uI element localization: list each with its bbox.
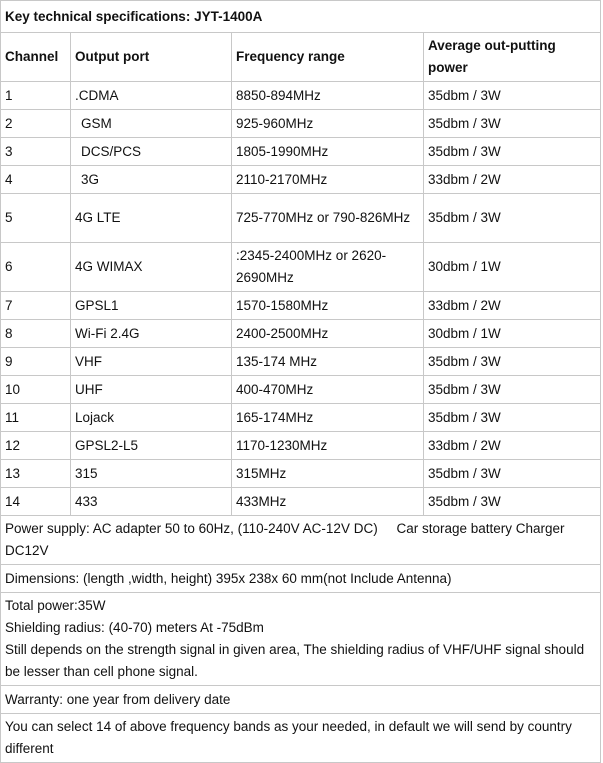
channel-cell: 9 [1,348,71,376]
frequency-cell: 433MHz [232,488,424,516]
table-row [1,460,601,488]
power-cell: 35dbm / 3W [424,110,601,138]
table-row [1,110,601,138]
header-output-port: Output port [71,33,232,82]
frequency-cell: 400-470MHz [232,376,424,404]
power-cell: 35dbm / 3W [424,348,601,376]
table-row [1,376,601,404]
output-port-cell: VHF [71,348,232,376]
output-port-cell: 315 [71,460,232,488]
table-title: Key technical specifications: JYT-1400A [1,1,601,33]
frequency-cell: 1170-1230MHz [232,432,424,460]
frequency-cell: 1570-1580MHz [232,292,424,320]
output-port-cell: GPSL2-L5 [71,432,232,460]
shielding-row [1,593,601,686]
selection-row [1,714,601,763]
frequency-cell: 8850-894MHz [232,82,424,110]
channel-cell: 13 [1,460,71,488]
table-row [1,194,601,243]
table-row [1,432,601,460]
power-cell: 33dbm / 2W [424,432,601,460]
channel-cell: 4 [1,166,71,194]
header-row [1,33,601,82]
output-port-cell: GPSL1 [71,292,232,320]
frequency-cell: 725-770MHz or 790-826MHz [232,194,424,243]
power-cell: 35dbm / 3W [424,376,601,404]
table-row [1,292,601,320]
output-port-cell: DCS/PCS [71,138,232,166]
power-cell: 33dbm / 2W [424,292,601,320]
table-row [1,138,601,166]
output-port-cell: Wi-Fi 2.4G [71,320,232,348]
warranty-note: Warranty: one year from delivery date [1,686,601,714]
channel-cell: 7 [1,292,71,320]
channel-cell: 6 [1,243,71,292]
table-row [1,166,601,194]
channel-cell: 1 [1,82,71,110]
selection-note: You can select 14 of above frequency bands as your needed, in default we will send by country different [1,714,601,763]
output-port-cell: 4G LTE [71,194,232,243]
frequency-cell: 135-174 MHz [232,348,424,376]
warranty-row [1,686,601,714]
frequency-cell: 1805-1990MHz [232,138,424,166]
table-row [1,320,601,348]
title-row [1,1,601,33]
power-cell: 35dbm / 3W [424,404,601,432]
power-supply-note: Power supply: AC adapter 50 to 60Hz, (110-240V AC-12V DC) Car storage battery Charger DC12V [1,516,601,565]
channel-cell: 12 [1,432,71,460]
output-port-cell: 433 [71,488,232,516]
power-cell: 35dbm / 3W [424,460,601,488]
table-row [1,348,601,376]
channel-cell: 10 [1,376,71,404]
table-row [1,404,601,432]
output-port-cell: 4G WIMAX [71,243,232,292]
frequency-cell: 925-960MHz [232,110,424,138]
channel-cell: 2 [1,110,71,138]
table-row [1,488,601,516]
shielding-detail-note: Still depends on the strength signal in given area, The shielding radius of VHF/UHF signal should be lesser than cell phone signal. [5,642,585,679]
power-cell: 35dbm / 3W [424,488,601,516]
output-port-cell: Lojack [71,404,232,432]
shielding-radius-note: Shielding radius: (40-70) meters At -75dBm [5,620,264,635]
channel-cell: 3 [1,138,71,166]
table-row [1,243,601,292]
power-cell: 30dbm / 1W [424,320,601,348]
output-port-cell: GSM [71,110,232,138]
channel-cell: 14 [1,488,71,516]
shielding-cell [1,593,601,686]
header-channel: Channel [1,33,71,82]
dimensions-note: Dimensions: (length ,width, height) 395x 238x 60 mm(not Include Antenna) [1,565,601,593]
channel-cell: 11 [1,404,71,432]
frequency-cell: 2110-2170MHz [232,166,424,194]
header-average-power: Average out-putting power [424,33,601,82]
total-power-note: Total power:35W [5,598,106,613]
power-cell: 35dbm / 3W [424,82,601,110]
frequency-cell: 2400-2500MHz [232,320,424,348]
frequency-cell: 315MHz [232,460,424,488]
channel-cell: 8 [1,320,71,348]
power-cell: 33dbm / 2W [424,166,601,194]
output-port-cell: UHF [71,376,232,404]
table-row [1,82,601,110]
output-port-cell: 3G [71,166,232,194]
power-cell: 35dbm / 3W [424,194,601,243]
dimensions-row [1,565,601,593]
power-cell: 35dbm / 3W [424,138,601,166]
power-supply-row [1,516,601,565]
channel-cell: 5 [1,194,71,243]
frequency-cell: 165-174MHz [232,404,424,432]
power-cell: 30dbm / 1W [424,243,601,292]
header-frequency-range: Frequency range [232,33,424,82]
frequency-cell: :2345-2400MHz or 2620-2690MHz [232,243,424,292]
output-port-cell: .CDMA [71,82,232,110]
